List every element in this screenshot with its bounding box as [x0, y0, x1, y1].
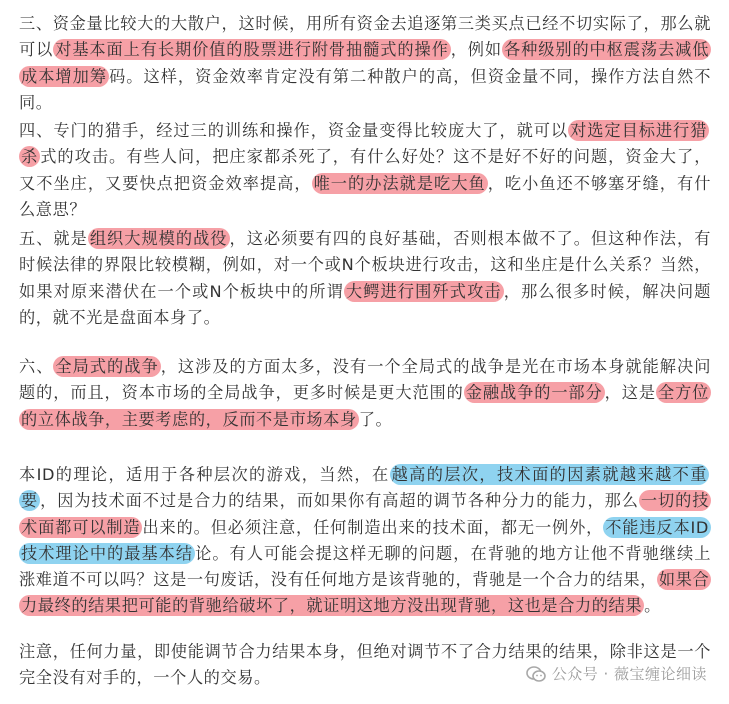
paragraph-text: ，例如: [450, 40, 503, 60]
paragraph-text: 式的攻击。有些人问，把庄家都杀死了，有什么好处？这不是好不好的问题，资金大了，又不坐庄，又要快点把资金效率提高，: [19, 147, 711, 193]
paragraph-6: [19, 354, 711, 433]
red-highlight: 对选定目标进行猎杀: [21, 121, 707, 167]
red-highlight: 唯一的办法就是吃大鱼: [313, 173, 486, 193]
wechat-official-account-icon: [526, 665, 546, 683]
paragraph-4: [19, 118, 711, 223]
paragraph-text: ，这涉及的方面太多，没有一个全局式的战争是光在市场本身就能解决问题的，而且，资本市场的全局战争，更多时候是更大范围的: [19, 357, 711, 403]
red-highlight: 大鳄进行围歼式攻击: [345, 281, 502, 301]
paragraph-3: [19, 11, 711, 116]
red-highlight: 组织大规模的战役: [89, 229, 228, 248]
blue-highlight: 越高的层次，技术面的因素就越来越不重要: [21, 465, 707, 511]
red-highlight: 一切的技术面都可以制造: [21, 491, 709, 537]
red-highlight: 全方位的立体战争，主要考虑的，反而不是市场本身: [21, 383, 709, 429]
paragraph-text: ，吃小鱼还不够塞牙缝，有什么意思？: [19, 173, 711, 219]
watermark-text: 公众号 · 薇宝缠论细读: [551, 665, 707, 683]
red-highlight: 全局式的战争: [55, 357, 159, 376]
watermark: [526, 663, 707, 684]
paragraph-text: ，这是: [604, 383, 656, 403]
paragraph-text: 码。这样，资金效率肯定没有第二种散户的高，但资金量不同，操作方法自然不同。: [19, 66, 712, 112]
paragraph-text: 六、: [19, 357, 54, 376]
red-highlight: 金融战争的一部分: [465, 383, 603, 403]
paragraph-text: ，这必须要有四的良好基础，否则根本做不了。但这种作法，有时候法律的界限比较模糊，例如，对一个或N个板块进行攻击，这和坐庄是什么关系？当然，如果对原来潜伏在一个或N个板块中的所谓: [19, 229, 711, 301]
paragraph-5: [19, 226, 711, 331]
paragraph-text: 本ID的理论，适用于各种层次的游戏，当然，在: [19, 465, 390, 484]
paragraph-text: 四、专门的猎手，经过三的训练和操作，资金量变得比较庞大了，就可以: [19, 121, 569, 140]
paragraph-text: 注意，任何力量，即使能调节合力结果本身，但绝对调节不了合力结果的结果，除非这是一个完全没有对手的，一个人的交易。: [19, 642, 711, 688]
paragraph-text: 。: [644, 596, 661, 616]
paragraph-text: 了。: [358, 409, 393, 429]
paragraph-text: 出来的。但必须注意，任何制造出来的技术面，都无一例外，: [142, 517, 604, 537]
blue-highlight: 不能违反本ID技术理论中的最基本结: [21, 517, 709, 563]
paragraph-text: ，因为技术面不过是合力的结果，而如果你有高超的调节各种分力的能力，那么: [40, 491, 639, 511]
paragraph-text: 论。有人可能会提这样无聊的问题，在背驰的地方让他不背驰继续上涨难道不可以吗？这是一句废话，没有任何地方是该背驰的，背驰是一个合力的结果，: [19, 543, 712, 590]
red-highlight: 各种级别的中枢震荡去减低成本增加筹: [21, 40, 709, 86]
paragraph-text: ，那么很多时候，解决问题的，就不光是盘面本身了。: [19, 281, 711, 327]
red-highlight: 如果合力最终的结果把可能的背驰给破坏了，就证明这地方没出现背驰，这也是合力的结果: [21, 570, 710, 616]
paragraph-text: 五、就是: [19, 229, 88, 248]
red-highlight: 对基本面上有长期价值的股票进行附骨抽髓式的操作: [55, 40, 449, 60]
paragraph-text: 三、资金量比较大的大散户，这时候，用所有资金去追逐第三类买点已经不切实际了，那么就可以: [19, 14, 711, 60]
paragraph-theory: [19, 462, 711, 620]
